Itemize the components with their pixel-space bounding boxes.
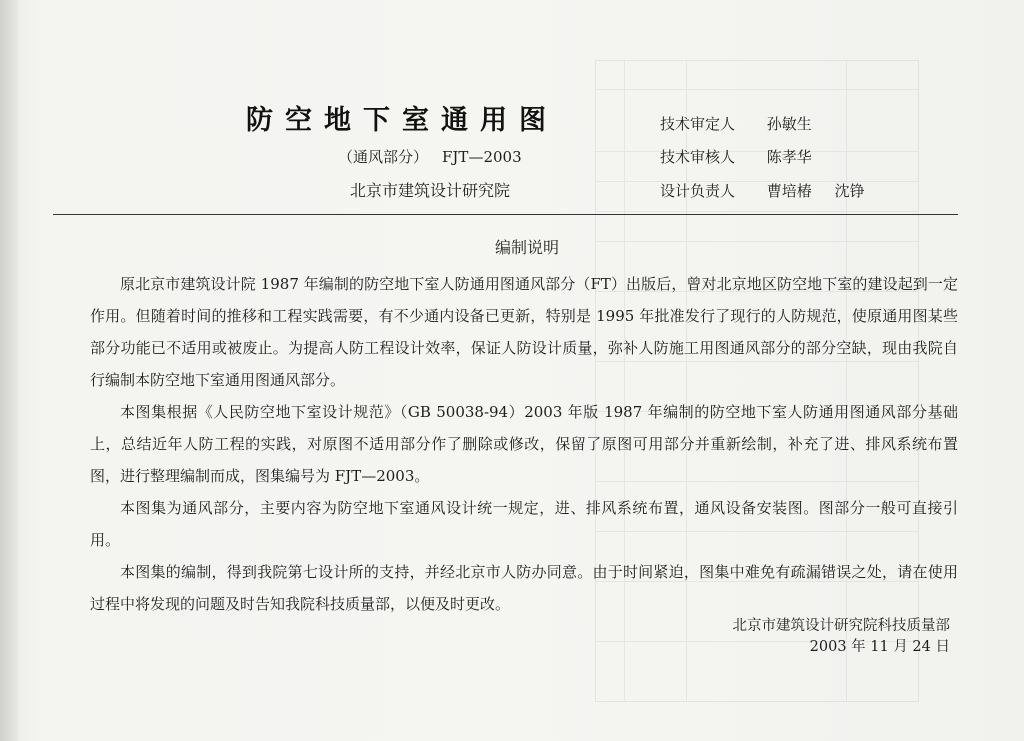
paragraph: 本图集为通风部分，主要内容为防空地下室通风设计统一规定，进、排风系统布置，通风设备安装图。图部分一般可直接引用。 bbox=[90, 499, 958, 549]
signatory-name: 陈孝华 bbox=[766, 148, 812, 166]
signatory-row bbox=[660, 180, 883, 201]
organization-name: 北京市建筑设计研究院 bbox=[350, 181, 511, 200]
signatory-role: 技术审定人 bbox=[660, 115, 736, 133]
signatory-name: 孙敏生 bbox=[766, 115, 812, 133]
header-divider bbox=[53, 214, 958, 215]
signatory-row bbox=[660, 146, 830, 167]
subtitle-part: （通风部分） bbox=[338, 148, 429, 166]
signatory-row bbox=[660, 113, 830, 134]
signatory-role: 技术审核人 bbox=[660, 148, 736, 166]
paragraph: 原北京市建筑设计院 1987 年编制的防空地下室人防通用图通风部分（FT）出版后，曾对北京地区防空地下室的建设起到一定作用。但随着时间的推移和工程实践需要，有不少通内设备已更新，特别是 1995 年批准发行了现行的人防规范，使原通用图某些部分功能已不适用或被废止。为提高人防工程设计效率，保证人防设计质量，弥补人防施工用图通风部分的部分空缺，现由我院自行编制本防空地下室通用图通风部分。 bbox=[90, 275, 958, 389]
binding-shadow bbox=[0, 0, 18, 741]
document-footer bbox=[733, 616, 951, 658]
issue-date: 2003 年 11 月 24 日 bbox=[809, 639, 950, 655]
issuing-department: 北京市建筑设计研究院科技质量部 bbox=[732, 618, 950, 634]
signatory-name: 沈铮 bbox=[834, 182, 865, 200]
document-title: 防空地下室通用图 bbox=[246, 105, 558, 136]
signatory-name: 曹培椿 bbox=[766, 182, 812, 200]
subtitle-code: FJT—2003 bbox=[442, 148, 522, 166]
document-subtitle bbox=[338, 146, 536, 167]
explanation-body bbox=[90, 268, 958, 620]
section-heading: 编制说明 bbox=[494, 238, 559, 257]
signatory-role: 设计负责人 bbox=[660, 182, 736, 200]
paragraph: 本图集的编制，得到我院第七设计所的支持，并经北京市人防办同意。由于时间紧迫，图集中难免有疏漏错误之处，请在使用过程中将发现的问题及时告知我院科技质量部，以便及时更改。 bbox=[90, 563, 958, 613]
paragraph: 本图集根据《人民防空地下室设计规范》（GB 50038-94）2003 年版 1987 年编制的防空地下室人防通用图通风部分基础上，总结近年人防工程的实践，对原图不适用部分作了删除或修改，保留了原图可用部分并重新绘制，补充了进、排风系统布置图，进行整理编制而成，图集编号为 FJT—2003。 bbox=[90, 403, 958, 485]
